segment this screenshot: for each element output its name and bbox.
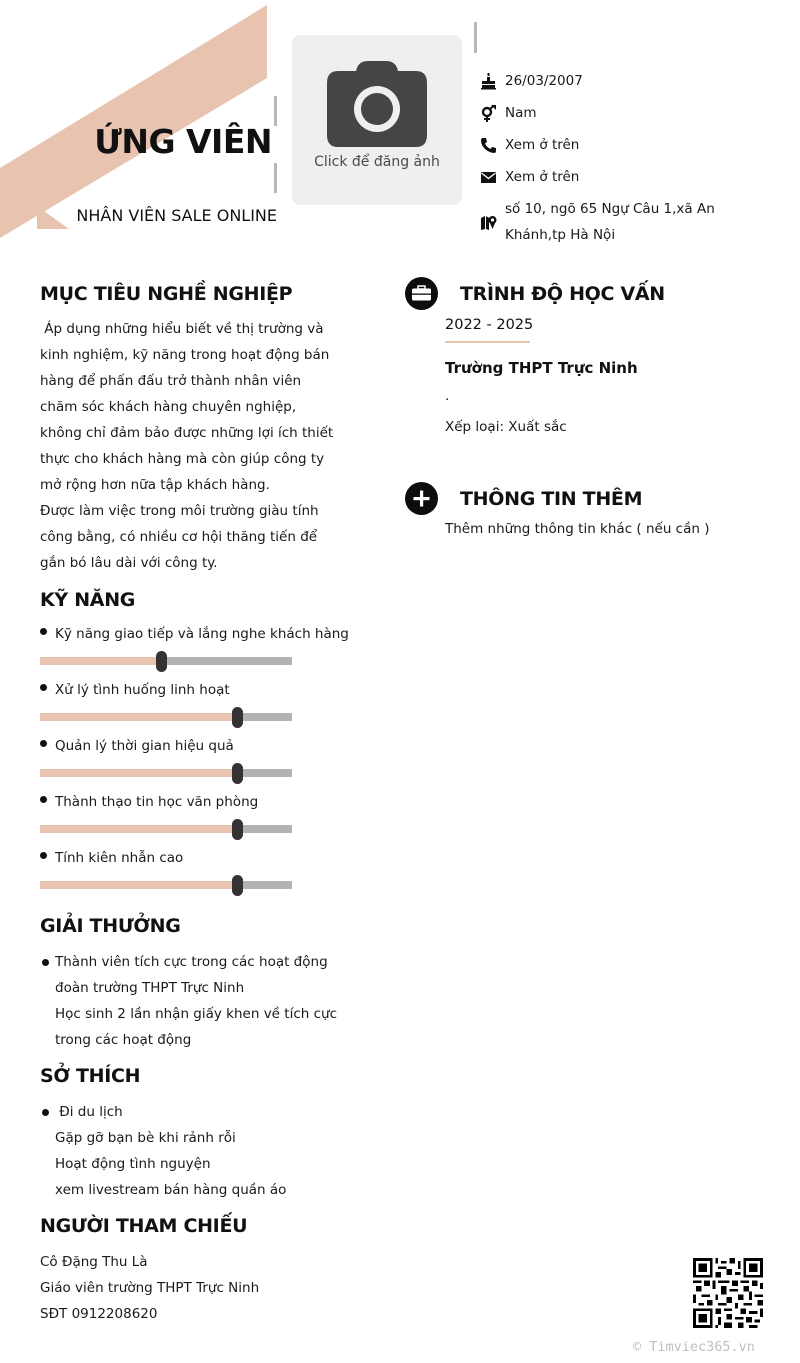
skill-slider-handle[interactable] — [232, 819, 243, 840]
contact-birthday[interactable] — [480, 73, 583, 94]
award-line: Thành viên tích cực trong các hoạt động — [55, 954, 328, 970]
bullet-icon — [40, 796, 47, 803]
references-heading: NGƯỜI THAM CHIẾU — [40, 1215, 248, 1237]
extra-info-text[interactable]: Thêm những thông tin khác ( nếu cần ) — [445, 521, 710, 537]
phone-value: Xem ở trên — [505, 137, 580, 153]
objective-heading: MỤC TIÊU NGHỀ NGHIỆP — [40, 283, 293, 305]
contact-phone[interactable] — [480, 137, 579, 158]
references-list[interactable] — [40, 1249, 340, 1327]
skill-slider[interactable] — [40, 769, 292, 777]
contact-address[interactable] — [480, 201, 770, 248]
contact-gender[interactable] — [480, 105, 537, 126]
bullet-icon — [40, 684, 47, 691]
contact-email[interactable] — [480, 169, 579, 190]
education-heading: TRÌNH ĐỘ HỌC VẤN — [460, 283, 665, 305]
job-title[interactable]: NHÂN VIÊN SALE ONLINE — [76, 206, 277, 225]
hobby-line: Gặp gỡ bạn bè khi rảnh rỗi — [55, 1130, 236, 1146]
hobby-line: xem livestream bán hàng quần áo — [55, 1182, 287, 1198]
candidate-name[interactable]: ỨNG VIÊN — [94, 122, 272, 161]
skill-item[interactable] — [40, 794, 258, 810]
bullet-icon — [40, 740, 47, 747]
divider-bar — [274, 96, 277, 126]
briefcase-icon — [405, 277, 438, 310]
divider-bar — [274, 163, 277, 193]
qr-code — [693, 1258, 763, 1328]
skill-label: Quản lý thời gian hiệu quả — [55, 738, 234, 754]
skill-slider-handle[interactable] — [156, 651, 167, 672]
extra-info-heading: THÔNG TIN THÊM — [460, 488, 643, 510]
copyright-text: © Timviec365.vn — [633, 1339, 755, 1355]
skill-slider-fill — [40, 825, 237, 833]
skill-slider[interactable] — [40, 657, 292, 665]
award-line: Học sinh 2 lần nhận giấy khen về tích cực — [55, 1006, 337, 1022]
award-line: trong các hoạt động — [55, 1032, 192, 1048]
skill-slider-fill — [40, 769, 237, 777]
email-value: Xem ở trên — [505, 169, 580, 185]
reference-line: SĐT 0912208620 — [40, 1306, 158, 1322]
hobbies-list[interactable] — [40, 1099, 340, 1203]
education-underline — [445, 341, 530, 343]
photo-upload-button[interactable] — [292, 35, 462, 205]
hobby-line: Hoạt động tình nguyện — [55, 1156, 211, 1172]
skill-slider-handle[interactable] — [232, 875, 243, 896]
address-value: số 10, ngõ 65 Ngự Câu 1,xã An Khánh,tp Hà Nội — [505, 201, 715, 243]
reference-line: Giáo viên trường THPT Trực Ninh — [40, 1280, 260, 1296]
skill-item[interactable] — [40, 850, 183, 866]
skill-slider-fill — [40, 657, 161, 665]
skill-slider-handle[interactable] — [232, 707, 243, 728]
education-note[interactable]: . — [445, 388, 450, 404]
awards-heading: GIẢI THƯỞNG — [40, 915, 181, 937]
bullet-icon — [42, 959, 49, 966]
education-years[interactable]: 2022 - 2025 — [445, 317, 534, 333]
skill-label: Thành thạo tin học văn phòng — [55, 794, 259, 810]
divider-bar — [474, 22, 477, 53]
hobby-line: Đi du lịch — [55, 1104, 123, 1120]
skill-label: Xử lý tình huống linh hoạt — [55, 682, 230, 698]
skill-slider[interactable] — [40, 825, 292, 833]
photo-upload-label: Click để đăng ảnh — [314, 154, 440, 170]
reference-line: Cô Đặng Thu Là — [40, 1254, 148, 1270]
objective-paragraph: Được làm việc trong môi trường giàu tính công bằng, có nhiều cơ hội thăng tiến để gắn bó lâu dài với công ty. — [40, 503, 319, 571]
skill-slider[interactable] — [40, 713, 292, 721]
plus-icon — [405, 482, 438, 515]
bullet-icon — [42, 1109, 49, 1116]
bullet-icon — [40, 628, 47, 635]
awards-list[interactable] — [40, 949, 340, 1053]
camera-icon — [326, 59, 428, 147]
gender-icon — [480, 105, 497, 122]
skill-slider-fill — [40, 881, 237, 889]
skill-item[interactable] — [40, 626, 349, 642]
skill-label: Tính kiên nhẫn cao — [55, 850, 184, 866]
skill-label: Kỹ năng giao tiếp và lắng nghe khách hàng — [55, 626, 349, 642]
birthday-cake-icon — [480, 73, 497, 90]
objective-text[interactable] — [40, 316, 338, 576]
skill-slider[interactable] — [40, 881, 292, 889]
skill-slider-fill — [40, 713, 237, 721]
award-line: đoàn trường THPT Trực Ninh — [55, 980, 245, 996]
skill-item[interactable] — [40, 682, 230, 698]
education-school[interactable]: Trường THPT Trực Ninh — [445, 359, 638, 377]
phone-icon — [480, 137, 497, 154]
bullet-icon — [40, 852, 47, 859]
skills-heading: KỸ NĂNG — [40, 589, 136, 611]
skill-slider-handle[interactable] — [232, 763, 243, 784]
education-rank[interactable]: Xếp loại: Xuất sắc — [445, 419, 567, 435]
birthday-value: 26/03/2007 — [505, 73, 583, 89]
email-icon — [480, 169, 497, 186]
skill-item[interactable] — [40, 738, 234, 754]
objective-paragraph: Áp dụng những hiểu biết về thị trường và kinh nghiệm, kỹ năng trong hoạt động bán hàng để phấn đấu trở thành nhân viên chăm sóc khách hàng chuyên nghiệp, không chỉ đảm bảo được những lợi ích thiết thực cho khách hàng mà còn giúp công ty mở rộng hơn nữa tập khách hàng. — [40, 321, 338, 493]
gender-value: Nam — [505, 105, 537, 121]
hobbies-heading: SỞ THÍCH — [40, 1065, 141, 1087]
map-location-icon — [480, 214, 497, 231]
